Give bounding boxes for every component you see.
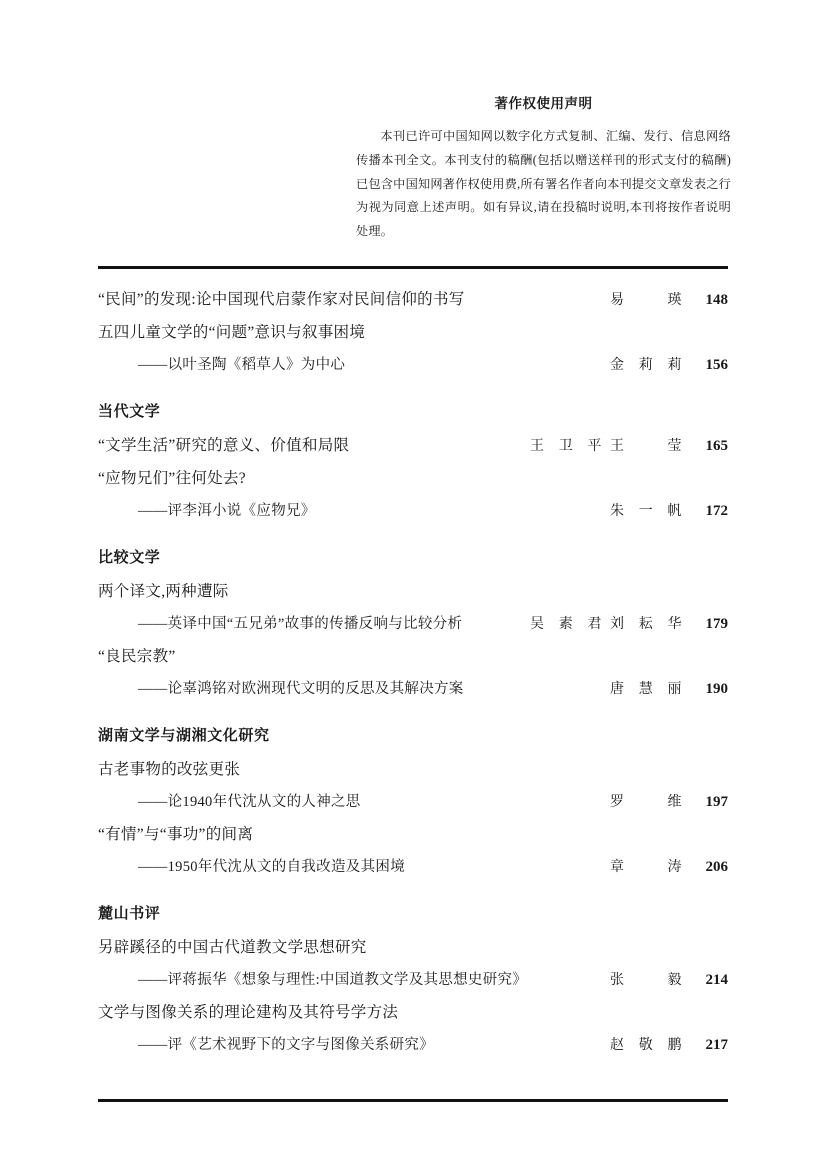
- toc-entry-title: 五四儿童文学的“问题”意识与叙事困境: [98, 323, 366, 341]
- section-heading: 比较文学: [98, 549, 161, 566]
- toc-entry-page-number: 165: [705, 437, 728, 454]
- toc-entry[interactable]: [98, 579, 728, 601]
- toc-entry[interactable]: [98, 1000, 728, 1022]
- toc-entry-authors: [522, 435, 682, 455]
- toc-entry-author: 吴素君: [530, 616, 602, 632]
- divider-bottom: [98, 1099, 728, 1102]
- toc-entry-title: ——评蒋振华《想象与理性:中国道教文学及其思想史研究》: [138, 971, 528, 988]
- toc-entry-authors: [602, 678, 682, 698]
- toc-entry[interactable]: [98, 499, 728, 520]
- copyright-notice: [356, 92, 731, 244]
- toc-entry-authors: [602, 969, 682, 989]
- toc-entry-title: 古老事物的改弦更张: [98, 760, 241, 778]
- toc-entry-page-number: 179: [705, 615, 728, 632]
- toc-entry-page-number: 190: [705, 680, 728, 697]
- toc-entry-authors: [602, 289, 682, 309]
- section-heading: 湖南文学与湖湘文化研究: [98, 727, 270, 744]
- toc-entry-page-number: 172: [705, 502, 728, 519]
- toc-entry-title: “民间”的发现:论中国现代启蒙作家对民间信仰的书写: [98, 290, 465, 308]
- toc-entry-page-number: 214: [705, 971, 728, 988]
- toc-entry[interactable]: [98, 320, 728, 342]
- toc-entry-title: 文学与图像关系的理论建构及其符号学方法: [98, 1003, 399, 1021]
- toc-entry-title: ——评李洱小说《应物兄》: [138, 502, 316, 519]
- toc-entry-author: 张 毅: [610, 972, 682, 988]
- toc-entry-page-number: 206: [705, 858, 728, 875]
- table-of-contents: [98, 287, 728, 1054]
- toc-entry-title: “文学生活”研究的意义、价值和局限: [98, 436, 350, 454]
- toc-entry[interactable]: [98, 677, 728, 698]
- toc-entry[interactable]: [98, 790, 728, 811]
- toc-entry[interactable]: [98, 612, 728, 633]
- toc-entry-authors: [522, 613, 682, 633]
- toc-entry-title: “应物兄们”往何处去?: [98, 469, 246, 487]
- toc-entry-page-number: 197: [705, 793, 728, 810]
- toc-entry-author: 刘耘华: [610, 616, 682, 632]
- toc-entry-page-number: 148: [705, 291, 728, 308]
- section-heading: 当代文学: [98, 403, 161, 420]
- toc-entry-author: 朱一帆: [610, 503, 682, 519]
- toc-entry-title: 另辟蹊径的中国古代道教文学思想研究: [98, 938, 367, 956]
- toc-entry-title: “良民宗教”: [98, 647, 176, 665]
- toc-entry-author: 章 涛: [610, 859, 682, 875]
- toc-entry-title: ——以叶圣陶《稻草人》为中心: [138, 356, 346, 373]
- toc-entry-author: 金莉莉: [610, 357, 682, 373]
- toc-entry-authors: [602, 1034, 682, 1054]
- toc-entry-author: 王卫平: [530, 438, 602, 454]
- toc-entry[interactable]: [98, 1033, 728, 1054]
- toc-entry[interactable]: [98, 855, 728, 876]
- toc-entry-title: ——英译中国“五兄弟”故事的传播反响与比较分析: [138, 615, 463, 632]
- toc-entry[interactable]: [98, 644, 728, 666]
- toc-entry-title: ——论1940年代沈从文的人神之思: [138, 793, 361, 810]
- toc-entry[interactable]: [98, 433, 728, 455]
- toc-entry[interactable]: [98, 935, 728, 957]
- toc-entry-authors: [602, 791, 682, 811]
- toc-entry-page-number: 217: [705, 1036, 728, 1053]
- section-heading: 麓山书评: [98, 905, 161, 922]
- toc-entry-author: 王 莹: [610, 438, 682, 454]
- copyright-notice-body: 本刊已许可中国知网以数字化方式复制、汇编、发行、信息网络传播本刊全文。本刊支付的稿酬(包括以赠送样刊的形式支付的稿酬)已包含中国知网著作权使用费,所有署名作者向本刊提交文章发表之行为视为同意上述声明。如有异议,请在投稿时说明,本刊将按作者说明处理。: [356, 129, 731, 239]
- toc-entry-title: ——论辜鸿铭对欧洲现代文明的反思及其解决方案: [138, 680, 464, 697]
- toc-entry[interactable]: [98, 822, 728, 844]
- toc-entry-page-number: 156: [705, 356, 728, 373]
- toc-entry-author: 赵敬鹏: [610, 1037, 682, 1053]
- toc-entry-title: “有情”与“事功”的间离: [98, 825, 254, 843]
- toc-entry-title: ——1950年代沈从文的自我改造及其困境: [138, 858, 405, 875]
- toc-entry-authors: [602, 354, 682, 374]
- toc-entry-authors: [602, 856, 682, 876]
- toc-entry-authors: [602, 500, 682, 520]
- toc-entry[interactable]: [98, 353, 728, 374]
- toc-entry-author: 罗 维: [610, 794, 682, 810]
- toc-entry-title: 两个译文,两种遭际: [98, 582, 229, 600]
- divider-top: [98, 266, 728, 269]
- toc-entry[interactable]: [98, 968, 728, 989]
- toc-entry-author: 唐慧丽: [610, 681, 682, 697]
- toc-entry[interactable]: [98, 757, 728, 779]
- copyright-notice-title: 著作权使用声明: [494, 96, 593, 111]
- toc-entry-title: ——评《艺术视野下的文字与图像关系研究》: [138, 1036, 434, 1053]
- toc-entry[interactable]: [98, 287, 728, 309]
- toc-entry-author: 易 瑛: [610, 292, 682, 308]
- toc-entry[interactable]: [98, 466, 728, 488]
